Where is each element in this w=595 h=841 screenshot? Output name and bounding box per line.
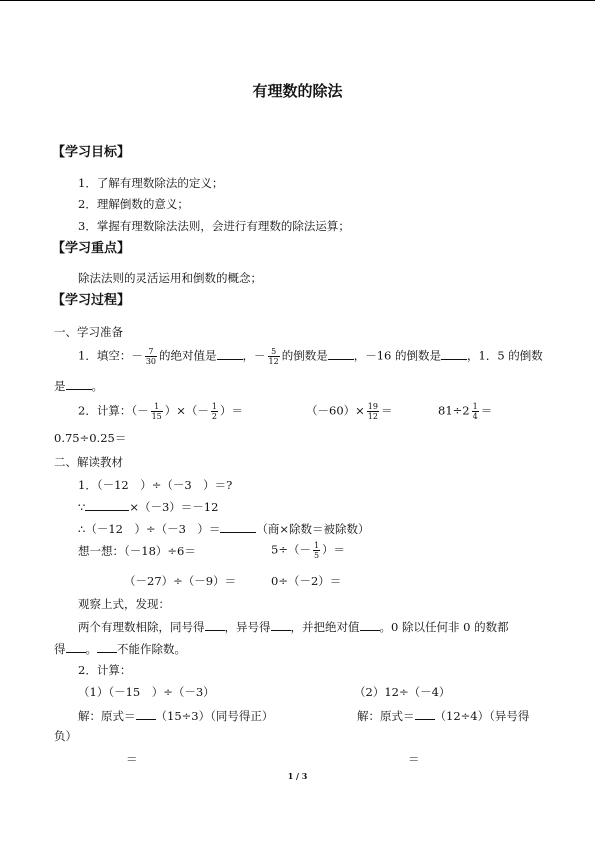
page-number: 1 / 3 — [287, 771, 308, 781]
read-text: 不能作除数。 — [117, 642, 186, 656]
read-text: 。 — [85, 642, 97, 656]
read-line-2 — [78, 499, 218, 514]
read-text: 两个有理数相除，同号得 — [78, 620, 205, 634]
fraction-7-30 — [145, 347, 157, 366]
fraction-denominator: 12 — [268, 357, 279, 366]
fraction-1-5 — [313, 541, 320, 560]
think-c: （－27）÷（－9）＝ — [124, 574, 237, 588]
prep-question-2-part-d: 0.75÷0.25＝ — [54, 431, 127, 445]
read-text: （12÷4）（异号得 — [434, 709, 530, 723]
because-symbol: ∵ — [78, 500, 86, 514]
prep-question-1 — [78, 347, 543, 366]
answer-blank[interactable] — [136, 708, 156, 720]
read-text: ，并把绝对值 — [290, 620, 360, 634]
page-title: 有理数的除法 — [252, 82, 343, 100]
fraction-denominator: 5 — [313, 551, 320, 560]
q2-text: ＝ — [380, 403, 393, 418]
fraction-denominator: 30 — [145, 357, 157, 366]
calc-heading: 2．计算： — [78, 663, 132, 677]
read-text: ，异号得 — [224, 620, 271, 634]
fraction-denominator: 15 — [151, 412, 162, 421]
answer-blank[interactable] — [220, 521, 256, 533]
read-text: ∴（－12 ）÷（－3 ）＝ — [78, 522, 221, 536]
fraction-numerator: 7 — [145, 347, 157, 357]
q1-text-3: ，－ — [242, 348, 266, 363]
answer-blank[interactable] — [271, 619, 291, 631]
think-d: 0÷（－2）＝ — [271, 574, 342, 588]
fraction-numerator: 1 — [151, 402, 163, 412]
q1-text-6: ，1．5 的倒数 — [467, 348, 543, 363]
answer-blank[interactable] — [66, 378, 92, 390]
problem-1: （1）（－15 ）÷（－3） — [78, 685, 215, 699]
q2-text: （－60）× — [306, 403, 365, 418]
q2-text: 2．计算：（－ — [78, 403, 149, 418]
section-heading-key-points: 【学习重点】 — [52, 241, 131, 256]
fraction-numerator: 19 — [367, 402, 378, 411]
key-points-text: 除法法则的灵活运用和倒数的概念； — [78, 271, 262, 285]
q2-text: ）×（－ — [164, 403, 209, 418]
q2-text: ＝ — [480, 403, 493, 418]
solution-2 — [357, 708, 529, 723]
fraction-denominator: 4 — [472, 412, 478, 421]
read-heading: 二、解读教材 — [54, 455, 123, 469]
answer-blank[interactable] — [66, 641, 86, 653]
read-line-1: 1．（－12 ）÷（－3 ）＝? — [78, 478, 233, 492]
read-line-3 — [78, 521, 370, 536]
read-text: 解：原式＝ — [78, 709, 136, 723]
read-text: ）＝ — [322, 542, 346, 557]
read-text: ×（－3）＝－12 — [129, 500, 219, 514]
fraction-5-12 — [268, 347, 280, 366]
think-a: 想一想：（－18）÷6＝ — [78, 544, 196, 558]
q2-text: 81÷2 — [438, 403, 470, 418]
section-heading-goals: 【学习目标】 — [52, 145, 131, 160]
answer-blank[interactable] — [415, 708, 435, 720]
rule-line-1 — [78, 619, 509, 634]
fraction-1-4 — [472, 402, 479, 421]
q1-text-1: 1．填空：－ — [78, 348, 143, 363]
goal-item-3: 3．掌握有理数除法法则，会进行有理数的除法运算； — [78, 219, 350, 233]
fraction-numerator: 1 — [472, 402, 478, 411]
read-text: 解：原式＝ — [357, 709, 415, 723]
prep-question-2-part-a — [78, 402, 243, 421]
answer-blank[interactable] — [217, 348, 243, 360]
fraction-denominator: 2 — [211, 412, 217, 421]
top-border-line — [0, 0, 595, 1]
solution-2-equals: ＝ — [408, 752, 420, 766]
read-text: （15÷3）（同号得正） — [155, 709, 274, 723]
solution-1-equals: ＝ — [126, 752, 138, 766]
q1-text-8: 。 — [91, 379, 103, 393]
fraction-denominator: 12 — [367, 412, 378, 421]
answer-blank[interactable] — [360, 619, 380, 631]
goal-item-1: 1．了解有理数除法的定义； — [78, 176, 224, 190]
q1-text-4: 的倒数是 — [281, 348, 328, 363]
q2-text: ）＝ — [220, 403, 243, 418]
answer-blank[interactable] — [441, 348, 467, 360]
fraction-numerator: 1 — [313, 541, 320, 550]
read-text: （商×除数＝被除数） — [256, 522, 370, 536]
think-b — [271, 541, 345, 560]
section-heading-process: 【学习过程】 — [52, 293, 131, 308]
answer-blank[interactable] — [85, 499, 129, 511]
fraction-numerator: 5 — [268, 347, 280, 357]
solution-1 — [78, 708, 273, 723]
read-text: 。0 除以任何非 0 的数都 — [379, 620, 509, 634]
prep-heading: 一、学习准备 — [54, 325, 123, 339]
prep-question-2-part-c — [438, 402, 492, 421]
goal-item-2: 2．理解倒数的意义； — [78, 197, 189, 211]
answer-blank[interactable] — [328, 348, 354, 360]
problem-2: （2）12÷（－4） — [354, 685, 451, 699]
prep-question-2-part-b — [306, 402, 392, 421]
fraction-numerator: 1 — [211, 402, 217, 411]
answer-blank[interactable] — [97, 641, 117, 653]
q1-text-7: 是 — [54, 379, 66, 393]
read-text: 得 — [54, 642, 66, 656]
fraction-1-15 — [151, 402, 163, 421]
fraction-1-2 — [211, 402, 218, 421]
prep-question-1-cont — [54, 378, 103, 393]
solution-2-cont: 负） — [54, 729, 77, 743]
answer-blank[interactable] — [205, 619, 225, 631]
q1-text-5: ，－16 的倒数是 — [353, 348, 441, 363]
observe-text: 观察上式，发现： — [78, 597, 170, 611]
read-text: 5÷（－ — [271, 542, 311, 557]
rule-line-2 — [54, 641, 186, 656]
q1-text-2: 的绝对值是 — [159, 348, 217, 363]
fraction-19-12 — [367, 402, 379, 421]
